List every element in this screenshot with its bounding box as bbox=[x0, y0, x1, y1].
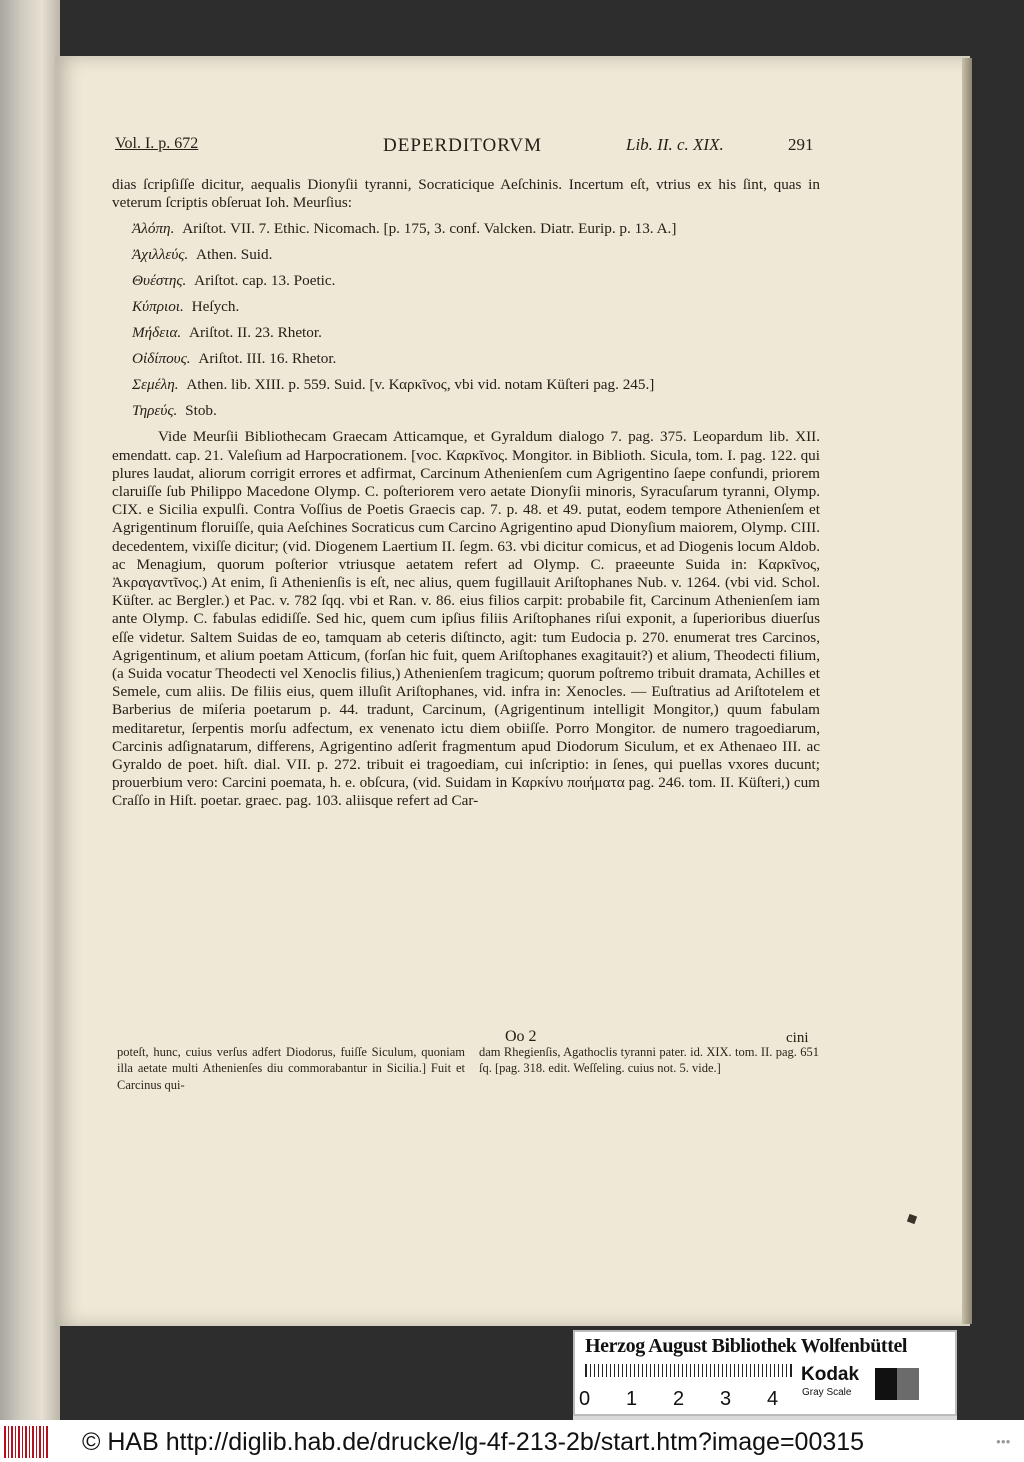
works-list bbox=[132, 216, 820, 424]
library-scale-reference bbox=[573, 1330, 957, 1416]
ruler-ticks bbox=[579, 1388, 789, 1412]
adjacent-page-edge bbox=[0, 0, 60, 1420]
list-item bbox=[132, 346, 820, 372]
footnote-left: poteſt, hunc, cuius verſus adfert Diodorus, fuiſſe Siculum, quoniam illa aetate multi Athenienſes diu commorabantur in Sicilia.] Fuit et Carcinus qui- bbox=[117, 1045, 465, 1092]
tick-label: 2 bbox=[673, 1388, 685, 1410]
kodak-brand: Kodak bbox=[801, 1364, 860, 1385]
work-reference: Ariſtot. II. 23. Rhetor. bbox=[189, 324, 322, 342]
work-title: Σεμέλη. bbox=[132, 376, 179, 394]
black-patch bbox=[875, 1368, 897, 1400]
list-item bbox=[132, 268, 820, 294]
volume-reference: Vol. I. p. 672 bbox=[115, 135, 199, 152]
work-title: Θυέστης. bbox=[132, 272, 187, 290]
corner-mark: ●●● bbox=[996, 1437, 1011, 1446]
gray-scale-label: Gray Scale bbox=[802, 1387, 852, 1398]
page-edge-shadow bbox=[962, 58, 972, 1324]
tick-label: 1 bbox=[626, 1388, 638, 1410]
work-reference: Stob. bbox=[185, 402, 217, 420]
main-paragraph: Vide Meurſii Bibliothecam Graecam Atticamque, et Gyraldum dialogo 7. pag. 375. Leopardum lib. XII. emendatt. cap. 21. Valeſium ad Harpocrationem. [voc. Καρκῖνος. Mongitor. in Biblioth. Sicula, tom. I. pag. 122. qui plures laudat, aliorum corrigit errores et adfirmat, Carcinum Athenienſem cum Agrigentino ſaepe confundi, priorem claruiſſe ſub Philippo Macedone Olymp. C. poſteriorem vero aetate Dionyſii minoris, Syracuſarum tyranni, Olymp. CIX. e Sicilia expulſi. Contra Voſſius de Poetis Graecis cap. 7. p. 48. et 49. putat, eodem tempore Athenienſem et Agrigentinum floruiſſe, quia Aeſchines Socraticus cum Carcino Agrigentino apud Dionyſium maiorem, Olymp. CIII. decedentem, vixiſſe dicitur; (vid. Diogenem Laertium II. ſegm. 63. vbi dicitur comicus, et ad Diogenis locum Aldob. ac Menagium, quorum poſterior vtriusque aetatem refert ad Olymp. C. praeeunte Suida in: Καρκῖνος, Ἀκραγαντῖνος.) At enim, ſi Athenienſis is eſt, nec alius, quem fugillauit Ariſtophanes Nub. v. 1264. (vbi vid. Schol. Küſter. ac Bergler.) et Pac. v. 782 ſqq. vbi et Ran. v. 86. eius filios carpit: probabile fit, Carcinum Athenienſem iam ante Olymp. C. fabulas edidiſſe. Sed hic, quem cum ipſius filiis Ariſtophanes riſui exponit, a ſuperioribus diuerſus eſſe videtur. Saltem Suidas de eo, tamquam ab ceteris diſtincto, agit: tum Eudocia p. 270. enumerat tres Carcinos, Agrigentinum, et alium poetam Atticum, (forſan hic fuit, quem Ariſtophanes exagitauit?) et alium, Theodecti filium, (a Suida vocatur Theodecti vel Xenoclis filius,) Athenienſem tragicum; quorum poſtremo tribuit dramata, Achilles et Semele, cum aliis. De filiis eius, quem illuſit Ariſtophanes, vid. infra in: Xenocles. — Euſtratius ad Ariſtotelem et Barberius de miſeria poetarum p. 44. tradunt, Carcinum, (Agrigentinum intelligit Mongitor,) quum fabulam meditaretur, ſerpentis morſu adfectum, ex venenato ictu diem obiiſſe. Porro Mongitor. de numero tragoediarum, Carcinis adſignatarum, differens, Agrigentino adſerit fragmentum apud Diodorum Siculum, et ex Athenaeo III. ac Gyraldo de poet. hiſt. dial. VII. p. 272. tribuit ei tragoediam, cui inſcriptio: in ſenes, qui puellas vxores ducunt; prouerbium vero: Carcini poemata, h. e. obſcura, (vid. Suidam in Καρκίνυ ποιήματα pag. 246. tom. II. Küſteri,) cum Craſſo in Hiſt. poetar. graec. pag. 103. aliisque refert ad Car- bbox=[112, 428, 820, 810]
work-reference: Athen. lib. XIII. p. 559. Suid. [v. Καρκῖνος, vbi vid. notam Küſteri pag. 245.] bbox=[186, 376, 655, 394]
catchword: cini bbox=[786, 1030, 809, 1046]
list-item bbox=[132, 216, 820, 242]
copyright-url[interactable]: © HAB http://diglib.hab.de/drucke/lg-4f-213-2b/start.htm?image=00315 bbox=[82, 1428, 865, 1456]
main-text bbox=[112, 176, 820, 811]
list-item bbox=[132, 294, 820, 320]
list-item bbox=[132, 242, 820, 268]
work-reference: Athen. Suid. bbox=[196, 246, 273, 264]
library-name: Herzog August Bibliothek Wolfenbüttel bbox=[585, 1335, 908, 1357]
tick-label: 0 bbox=[579, 1388, 591, 1410]
work-title: Οἰδίπους. bbox=[132, 350, 191, 368]
footnote-right: dam Rhegienſis, Agathoclis tyranni pater. id. XIX. tom. II. pag. 651 ſq. [pag. 318. edit. Weſſeling. cuius not. 5. vide.] bbox=[479, 1045, 819, 1076]
work-title: Κύπριοι. bbox=[132, 298, 184, 316]
book-chapter: Lib. II. c. XIX. bbox=[626, 135, 724, 154]
work-reference: Heſych. bbox=[191, 298, 240, 316]
signature-mark: Oo 2 bbox=[505, 1028, 537, 1045]
work-reference: Ariſtot. VII. 7. Ethic. Nicomach. [p. 175, 3. conf. Valcken. Diatr. Eurip. p. 13. A.] bbox=[182, 220, 677, 238]
work-reference: Ariſtot. III. 16. Rhetor. bbox=[198, 350, 337, 368]
list-item bbox=[132, 372, 820, 398]
list-item bbox=[132, 320, 820, 346]
tick-label: 4 bbox=[767, 1388, 779, 1410]
hab-logo-icon bbox=[4, 1426, 50, 1458]
page-number: 291 bbox=[788, 135, 814, 154]
gray-scale-ruler bbox=[585, 1364, 792, 1386]
work-title: Τηρεύς. bbox=[132, 402, 178, 420]
gray-patch bbox=[897, 1368, 919, 1400]
tick-label: 3 bbox=[720, 1388, 732, 1410]
intro-paragraph: dias ſcripſiſſe dicitur, aequalis Dionyſii tyranni, Socraticique Aeſchinis. Incertum eſt, vtrius ex his ſint, quas in veterum ſcriptis obſeruat Ioh. Meurſius: bbox=[112, 176, 820, 212]
work-reference: Ariſtot. cap. 13. Poetic. bbox=[194, 272, 336, 290]
hab-kodak-scale-reference-card bbox=[573, 1416, 957, 1420]
work-title: Ἀχιλλεύς. bbox=[132, 246, 189, 264]
running-title: DEPERDITORVM bbox=[383, 135, 542, 156]
work-title: Μήδεια. bbox=[132, 324, 182, 342]
work-title: Ἀλόπη. bbox=[132, 220, 175, 238]
list-item bbox=[132, 398, 820, 424]
gray-patches bbox=[875, 1368, 919, 1400]
